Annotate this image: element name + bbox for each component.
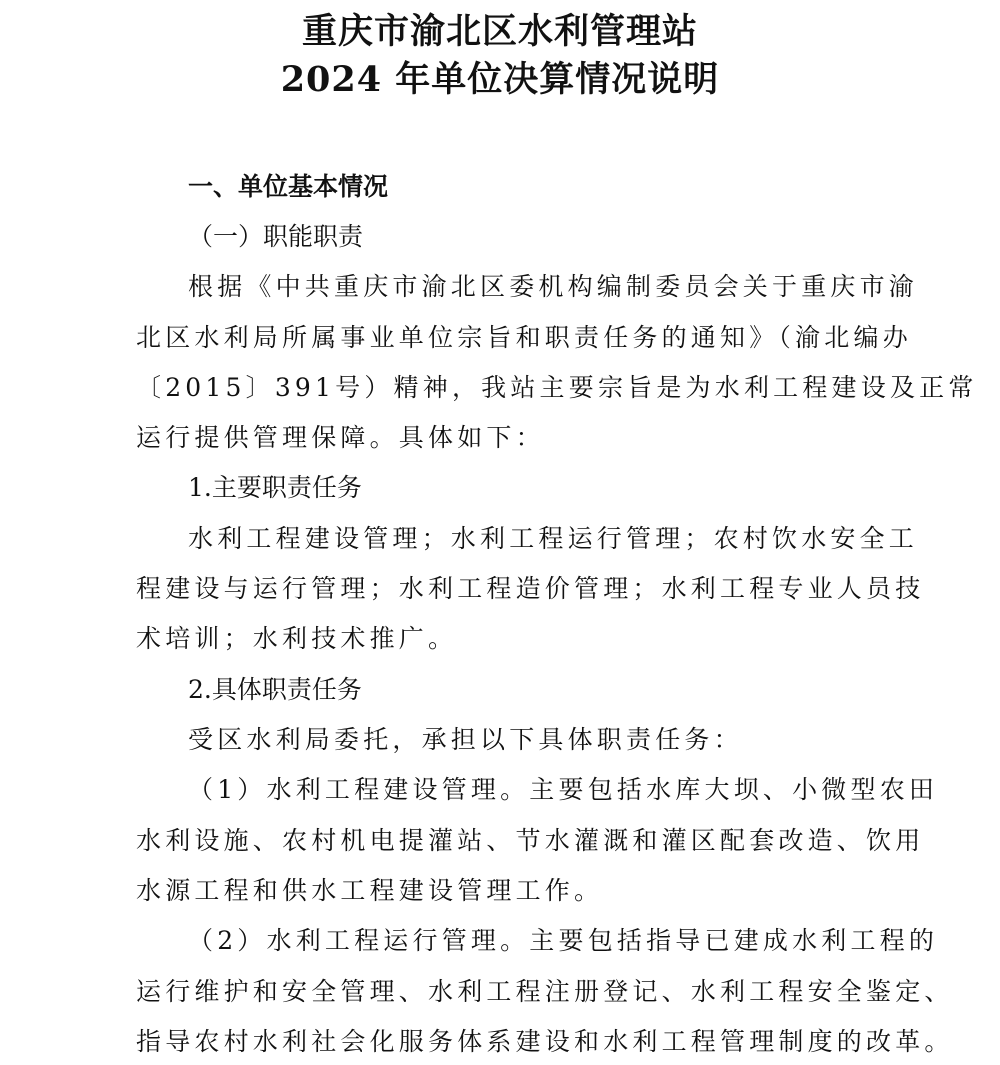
paragraph-line: 运行维护和安全管理、水利工程注册登记、水利工程安全鉴定、 (136, 977, 954, 1006)
paragraph-line: 北区水利局所属事业单位宗旨和职责任务的通知》（渝北编办 (136, 323, 912, 352)
item-heading-specific-duties: 2.具体职责任务 (188, 675, 362, 704)
document-title-line2: 2024 年单位决算情况说明 (280, 59, 720, 100)
paragraph-line: 〔2015〕391号）精神，我站主要宗旨是为水利工程建设及正常 (136, 373, 978, 402)
paragraph-line: 指导农村水利社会化服务体系建设和水利工程管理制度的改革。 (136, 1027, 954, 1056)
paragraph-line: 术培训；水利技术推广。 (136, 624, 458, 653)
paragraph-line: 水利设施、农村机电提灌站、节水灌溉和灌区配套改造、饮用 (136, 826, 925, 855)
paragraph-line: （2）水利工程运行管理。主要包括指导已建成水利工程的 (188, 926, 939, 955)
paragraph-line: 根据《中共重庆市渝北区委机构编制委员会关于重庆市渝 (188, 272, 919, 301)
section-heading-basic-info: 一、单位基本情况 (188, 172, 389, 201)
paragraph-line: 水利工程建设管理；水利工程运行管理；农村饮水安全工 (188, 524, 919, 553)
paragraph-line: 受区水利局委托，承担以下具体职责任务： (188, 725, 743, 754)
paragraph-line: （1）水利工程建设管理。主要包括水库大坝、小微型农田 (188, 775, 939, 804)
paragraph-line: 水源工程和供水工程建设管理工作。 (136, 876, 604, 905)
paragraph-line: 运行提供管理保障。具体如下： (136, 423, 545, 452)
subsection-heading-functions: （一）职能职责 (188, 222, 364, 251)
document-title-line1: 重庆市渝北区水利管理站 (301, 11, 698, 52)
paragraph-line: 程建设与运行管理；水利工程造价管理；水利工程专业人员技 (136, 574, 925, 603)
item-heading-main-duties: 1.主要职责任务 (188, 473, 362, 502)
